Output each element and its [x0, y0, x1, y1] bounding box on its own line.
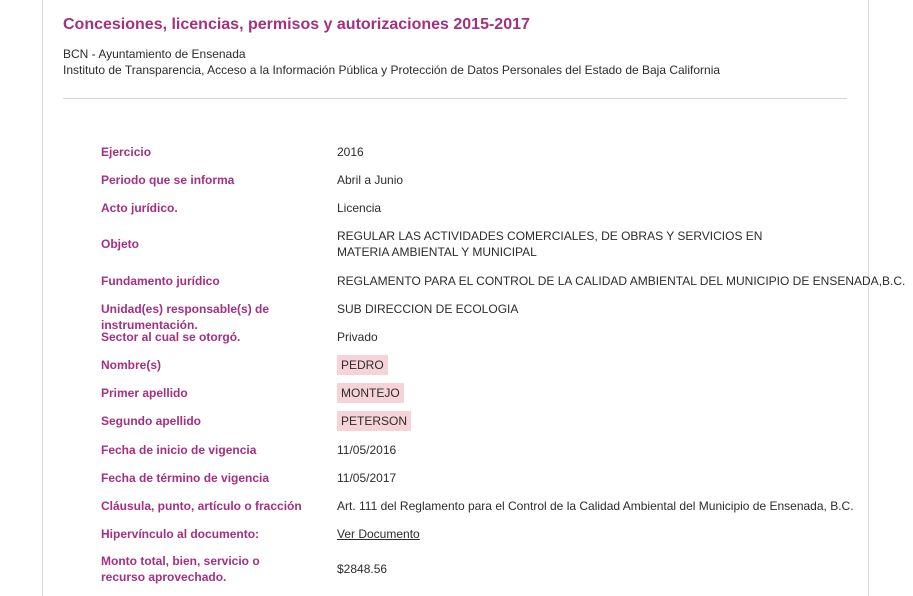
field-value: Art. 111 del Reglamento para el Control de la Calidad Ambiental del Municipio de Ensenada, B.C. [337, 499, 854, 513]
field-value: 11/05/2016 [337, 443, 397, 457]
field-label: Fundamento jurídico [101, 274, 220, 288]
header-divider [63, 98, 847, 99]
document-link[interactable]: Ver Documento [337, 527, 420, 541]
field-label: Nombre(s) [101, 358, 162, 372]
field-label: Fecha de término de vigencia [101, 471, 270, 485]
field-label: Segundo apellido [101, 414, 202, 428]
field-value: Licencia [337, 201, 382, 215]
field-label: Cláusula, punto, artículo o fracción [101, 499, 302, 513]
record-card [42, 0, 906, 596]
field-label: Hipervínculo al documento: [101, 527, 260, 541]
institute-name: Instituto de Transparencia, Acceso a la Información Pública y Protección de Datos Personales del Estado de Baja California [63, 63, 721, 77]
field-label: Acto jurídico. [101, 201, 178, 215]
field-label: Monto total, bien, servicio o recurso aprovechado. [101, 554, 260, 584]
field-value: 2016 [337, 145, 364, 159]
field-value [337, 385, 807, 401]
field-label: Primer apellido [101, 386, 188, 400]
redacted-highlight: MONTEJO [337, 383, 404, 403]
field-value: Abril a Junio [337, 173, 404, 187]
field-value: $2848.56 [337, 562, 388, 576]
field-value [337, 526, 807, 542]
field-value [337, 357, 807, 373]
field-label: Periodo que se informa [101, 173, 235, 187]
field-label: Ejercicio [101, 145, 152, 159]
redacted-highlight: PETERSON [337, 411, 411, 431]
field-label: Sector al cual se otorgó. [101, 330, 241, 344]
field-value: REGLAMENTO PARA EL CONTROL DE LA CALIDAD AMBIENTAL DEL MUNICIPIO DE ENSENADA,B.C. [337, 274, 906, 288]
field-value: REGULAR LAS ACTIVIDADES COMERCIALES, DE OBRAS Y SERVICIOS EN MATERIA AMBIENTAL Y MUNICIPAL [337, 229, 763, 259]
page-title: Concesiones, licencias, permisos y autorizaciones 2015-2017 [63, 16, 530, 33]
field-label: Fecha de inicio de vigencia [101, 443, 257, 457]
field-label: Unidad(es) responsable(s) de instrumentación. [101, 302, 270, 332]
field-label: Objeto [101, 237, 139, 251]
field-value: 11/05/2017 [337, 471, 397, 485]
organization-name: BCN - Ayuntamiento de Ensenada [63, 47, 246, 61]
field-value: Privado [337, 330, 378, 344]
field-value: SUB DIRECCION DE ECOLOGIA [337, 302, 519, 316]
redacted-highlight: PEDRO [337, 355, 388, 375]
field-value [337, 413, 807, 429]
